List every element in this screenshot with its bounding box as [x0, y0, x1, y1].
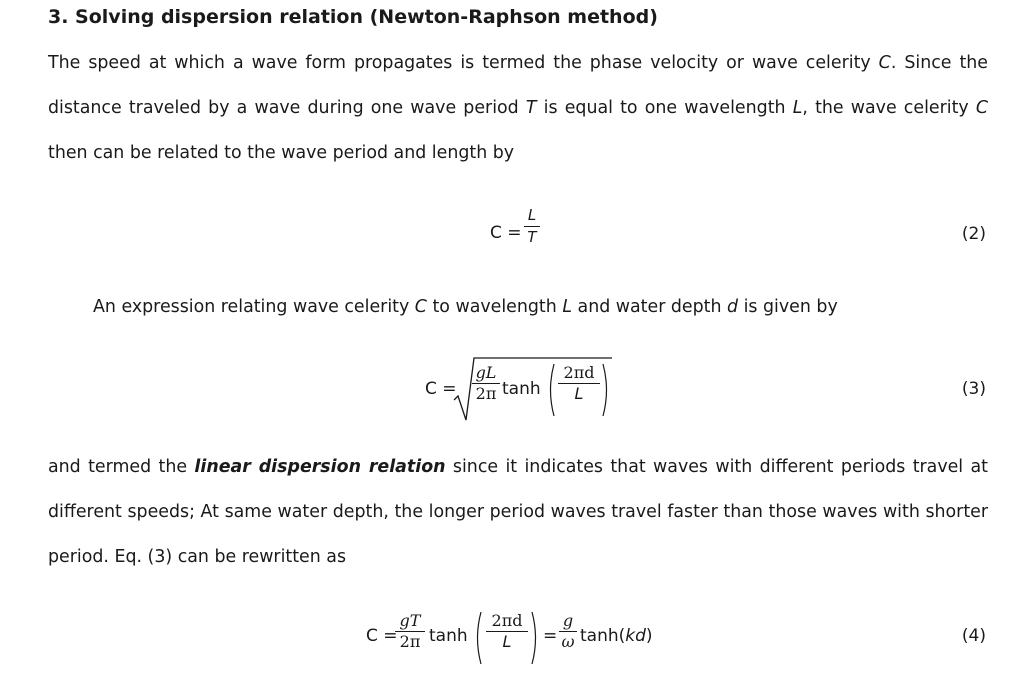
equation-number: (3)	[961, 379, 986, 399]
eq4-denominator3: ω	[561, 632, 575, 651]
text: then can be related to the wave period and length by	[48, 143, 515, 163]
equation-4	[0, 608, 1024, 678]
eq4-arg: kd	[625, 626, 646, 646]
eq2-numerator: L	[524, 205, 540, 227]
eq3-lhs: C =	[425, 379, 457, 399]
eq4-fraction-2pid	[486, 610, 528, 652]
eq2-lhs: C =	[490, 223, 522, 243]
eq4-lhs: C =	[366, 626, 398, 646]
eq3-fraction-gl	[472, 362, 500, 404]
eq3-numerator2: 2πd	[558, 362, 600, 384]
right-paren-icon	[530, 610, 540, 666]
eq4-denominator1: 2π	[399, 632, 421, 651]
eq4-numerator1: gT	[395, 610, 425, 632]
text: is equal to one wavelength	[536, 98, 793, 118]
eq4-denominator2: L	[502, 632, 512, 651]
eq4-equals: =	[543, 626, 558, 646]
section-heading: 3. Solving dispersion relation (Newton-Raphson method)	[48, 6, 658, 28]
text: , the wave celerity	[802, 98, 976, 118]
symbol-L: L	[792, 98, 803, 118]
text: is given by	[738, 297, 838, 317]
symbol-C: C	[975, 98, 989, 118]
eq4-tanh1: tanh	[429, 626, 468, 646]
eq3-denominator: 2π	[475, 384, 497, 403]
equation-number: (2)	[961, 224, 986, 244]
eq4-tanh2-text: tanh(	[580, 626, 626, 646]
eq4-fraction-g-omega	[559, 610, 577, 652]
text: since it indicates that waves with different periods travel at different speeds; At same water depth, the longer period waves travel faster than those waves with shorter period. Eq. (3) can be rewritten as	[48, 457, 988, 567]
symbol-L: L	[562, 297, 573, 317]
eq4-numerator2: 2πd	[486, 610, 528, 632]
left-paren-icon	[546, 362, 556, 418]
bold-term: linear dispersion relation	[194, 457, 446, 477]
equation-number: (4)	[961, 626, 986, 646]
text: to wavelength	[426, 297, 563, 317]
text: . Since the distance traveled by a wave during one wave period	[48, 53, 988, 118]
text: and water depth	[572, 297, 728, 317]
eq4-tanh2	[580, 626, 653, 646]
paragraph-phase-velocity	[48, 41, 988, 176]
text: The speed at which a wave form propagates is termed the phase velocity or wave celerity	[48, 53, 879, 73]
symbol-d: d	[727, 297, 739, 317]
text: An expression relating wave celerity	[93, 297, 415, 317]
text: and termed the	[48, 457, 195, 477]
eq3-tanh: tanh	[502, 379, 541, 399]
paragraph-dispersion	[48, 445, 988, 580]
eq2-denominator: T	[527, 228, 537, 246]
eq3-fraction-2pid	[558, 362, 600, 404]
eq3-denominator2: L	[574, 384, 584, 403]
eq4-numerator3: g	[559, 610, 577, 632]
eq2-fraction	[524, 205, 540, 247]
symbol-C: C	[878, 53, 891, 73]
equation-2	[0, 205, 1024, 265]
eq4-fraction-gt	[395, 610, 425, 652]
eq3-numerator	[472, 362, 500, 384]
paragraph-expression	[93, 297, 838, 317]
eq3-numerator-text: gL	[475, 363, 497, 382]
equation-3	[0, 352, 1024, 422]
left-paren-icon	[473, 610, 483, 666]
symbol-T: T	[525, 98, 537, 118]
symbol-C: C	[414, 297, 427, 317]
right-paren-icon	[601, 362, 611, 418]
eq4-close: )	[645, 626, 653, 646]
